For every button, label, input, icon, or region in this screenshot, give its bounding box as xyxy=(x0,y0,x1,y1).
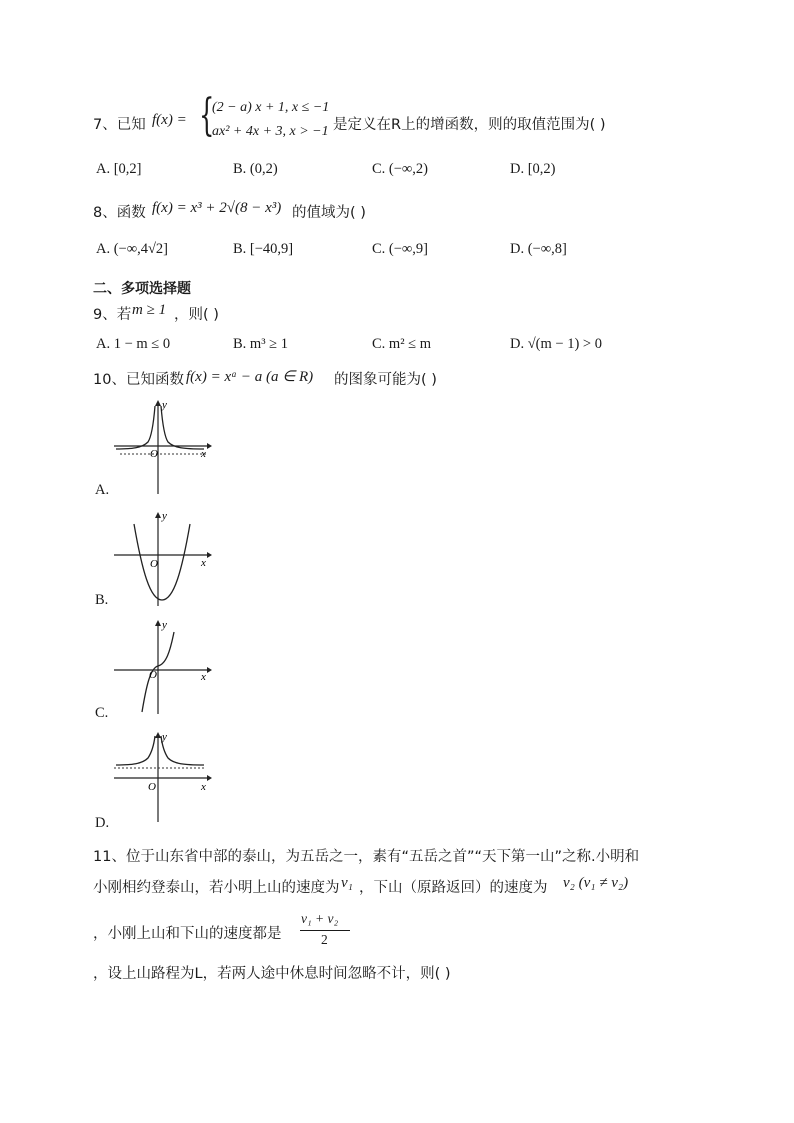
q7-option-c: C. (−∞,2) xyxy=(372,161,428,177)
q11-v2-condition: v₂ (v₁ ≠ v₂) xyxy=(563,875,629,891)
q8-option-a: A. (−∞,4√2] xyxy=(96,241,168,257)
q10-graph-d xyxy=(112,730,212,826)
q11-line-4: ，设上山路程为L，若两人途中休息时间忽略不计，则( ) xyxy=(93,966,451,982)
q11-v1: v₁ xyxy=(341,875,353,891)
q11-fraction-bar xyxy=(300,930,350,931)
q7-option-a: A. [0,2] xyxy=(96,161,142,177)
q10-stem-b: 的图象可能为( ) xyxy=(334,372,437,388)
svg-text:O: O xyxy=(149,669,157,681)
q8-option-b: B. [−40,9] xyxy=(233,241,294,257)
svg-text:x: x xyxy=(201,557,206,569)
q10-graph-d-label: D. xyxy=(95,815,110,831)
q7-option-b: B. (0,2) xyxy=(233,161,278,177)
section-heading-multiple-choice: 二、多项选择题 xyxy=(93,281,191,297)
svg-text:y: y xyxy=(162,399,167,411)
q10-graph-a-label: A. xyxy=(95,482,110,498)
svg-text:O: O xyxy=(148,781,156,793)
q9-option-d: D. √(m − 1) > 0 xyxy=(510,336,602,352)
q10-graph-b-label: B. xyxy=(95,592,109,608)
q11-line-1: 11、位于山东省中部的泰山，为五岳之一，素有“五岳之首”“天下第一山”之称.小明和 xyxy=(93,849,640,865)
svg-text:x: x xyxy=(201,781,206,793)
q8-option-c: C. (−∞,9] xyxy=(372,241,428,257)
q7-function-name: f(x) = xyxy=(152,112,187,128)
q7-piece-2: ax² + 4x + 3, x > −1 xyxy=(212,124,329,139)
svg-text:x: x xyxy=(201,671,206,683)
q8-expression: f(x) = x³ + 2√(8 − x³) xyxy=(152,200,282,216)
svg-text:y: y xyxy=(162,619,167,631)
q7-piecewise-brace: { xyxy=(199,90,215,141)
q7-piece-1: (2 − a) x + 1, x ≤ −1 xyxy=(212,100,330,115)
q11-line-3a: ，小刚上山和下山的速度都是 xyxy=(93,926,282,942)
q11-line-2a: 小刚相约登泰山，若小明上山的速度为 xyxy=(93,880,340,896)
q9-option-c: C. m² ≤ m xyxy=(372,336,432,352)
svg-text:y: y xyxy=(162,510,167,522)
q7-option-d: D. [0,2) xyxy=(510,161,556,177)
q7-stem-tail: 是定义在R上的增函数，则的取值范围为( ) xyxy=(333,117,606,133)
q11-fraction-numerator: v₁ + v₂ xyxy=(301,911,339,926)
q8-stem-b: 的值域为( ) xyxy=(292,205,366,221)
q9-condition: m ≥ 1 xyxy=(132,302,167,318)
q10-graph-a xyxy=(112,398,212,496)
q9-option-b: B. m³ ≥ 1 xyxy=(233,336,289,352)
q10-expression: f(x) = xᵃ − a (a ∈ R) xyxy=(186,369,314,385)
q8-option-d: D. (−∞,8] xyxy=(510,241,567,257)
svg-text:y: y xyxy=(162,731,167,743)
q10-graph-c xyxy=(112,618,212,718)
q10-stem-a: 10、已知函数 xyxy=(93,372,184,388)
q7-number: 7、已知 xyxy=(93,117,146,133)
svg-text:O: O xyxy=(150,448,158,460)
q11-line-2b: ，下山（原路返回）的速度为 xyxy=(359,880,548,896)
q11-fraction-denominator: 2 xyxy=(321,932,328,947)
svg-text:x: x xyxy=(201,448,206,460)
svg-text:O: O xyxy=(150,558,158,570)
q8-stem-a: 8、函数 xyxy=(93,205,146,221)
q9-option-a: A. 1 − m ≤ 0 xyxy=(96,336,171,352)
q9-stem-b: ，则( ) xyxy=(174,307,219,323)
q10-graph-b xyxy=(112,510,212,608)
q9-stem-a: 9、若 xyxy=(93,307,132,323)
q10-graph-c-label: C. xyxy=(95,705,109,721)
